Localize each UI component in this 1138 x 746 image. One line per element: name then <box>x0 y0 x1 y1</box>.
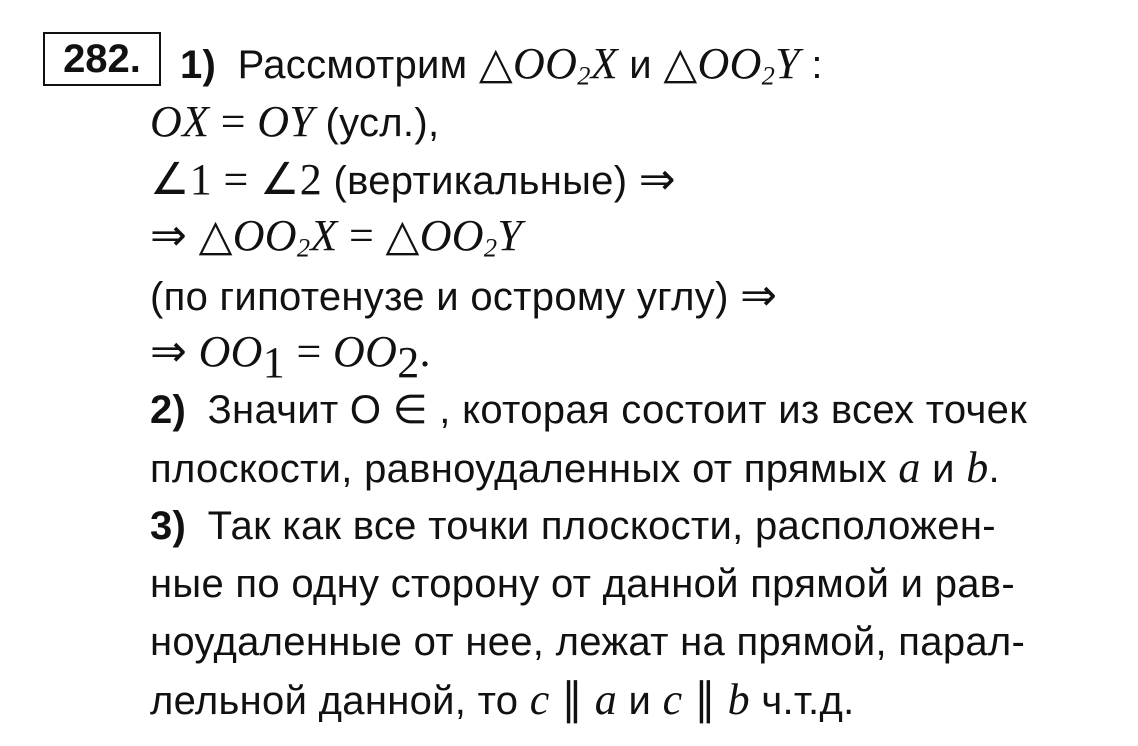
hypotenuse-note: (по гипотенузе и острому углу) <box>150 275 729 319</box>
angle-symbol-icon: ∠ <box>260 155 300 204</box>
line-11-text: ноудаленные от нее, лежат на прямой, парал- <box>150 620 1026 664</box>
oy: OY <box>257 97 315 146</box>
vertical-note: (вертикальные) <box>333 159 628 203</box>
equals: = <box>223 155 249 204</box>
oo1: $OO_1$ <box>198 327 286 387</box>
line-c: c <box>662 675 683 724</box>
implies-arrow-icon: ⇒ <box>150 211 188 260</box>
angle-symbol-icon: ∠ <box>150 155 190 204</box>
ox: OX <box>150 97 210 146</box>
line-a: a <box>594 675 618 724</box>
step-2-label: 2) <box>150 388 187 432</box>
line-b: b <box>727 675 750 724</box>
line-1-text: Рассмотрим <box>237 43 468 87</box>
triangle-symbol-icon: △ <box>663 39 698 88</box>
triangle-symbol-icon: △ <box>385 211 420 260</box>
step-3-label: 3) <box>150 504 187 548</box>
line-10-text: ные по одну сторону от данной прямой и рав- <box>150 562 1015 606</box>
line-8-text: плоскости, равноудаленных от прямых <box>150 447 887 491</box>
and-word: и <box>629 43 652 87</box>
line-9 <box>150 502 996 550</box>
triangle-1: $\triangle OO_2X$ <box>478 39 618 91</box>
triangle-1: $\triangle OO_2X$ <box>198 211 338 263</box>
equals: = <box>296 327 322 376</box>
line-10 <box>150 560 1015 608</box>
equals: = <box>220 97 246 146</box>
and-word: и <box>932 447 955 491</box>
step-1-label: 1) <box>180 43 217 87</box>
parallel-symbol-icon: ∥ <box>561 675 584 724</box>
line-7-text: Значит O ∈ , которая состоит из всех точек <box>207 388 1028 432</box>
period: . <box>988 447 1000 491</box>
line-4 <box>150 212 522 261</box>
line-6 <box>150 327 431 387</box>
line-3 <box>150 156 676 205</box>
triangle-2: $\triangle OO_2Y$ <box>385 211 523 263</box>
and-word: и <box>628 679 652 723</box>
line-11 <box>150 618 1025 666</box>
parallel-symbol-icon: ∥ <box>693 675 717 724</box>
line-c: c <box>529 675 550 724</box>
equals: = <box>349 211 375 260</box>
oo2: $OO_2$ <box>333 327 420 387</box>
line-9-text: Так как все точки плоскости, расположен- <box>207 504 996 548</box>
implies-arrow-icon: ⇒ <box>150 327 188 376</box>
line-5 <box>150 272 777 321</box>
line-7 <box>150 386 1027 434</box>
angle-1: 1 <box>189 155 213 204</box>
period: . <box>419 327 431 376</box>
line-12 <box>150 676 855 725</box>
problem-number: 282. <box>43 32 161 86</box>
line-8 <box>150 444 1000 493</box>
qed-note: ч.т.д. <box>761 679 855 723</box>
implies-arrow-icon: ⇒ <box>638 155 676 204</box>
triangle-symbol-icon: △ <box>198 211 233 260</box>
line-a: a <box>898 443 921 492</box>
triangle-symbol-icon: △ <box>478 39 514 88</box>
implies-arrow-icon: ⇒ <box>740 271 778 320</box>
line-2 <box>150 98 439 147</box>
line-b: b <box>966 443 989 492</box>
line-1 <box>180 40 823 89</box>
angle-2: 2 <box>299 155 323 204</box>
condition-note: (усл.), <box>325 101 440 145</box>
triangle-2: $\triangle OO_2Y$ <box>663 39 800 91</box>
colon: : <box>811 43 823 87</box>
line-12-text: лельной данной, то <box>150 679 519 723</box>
